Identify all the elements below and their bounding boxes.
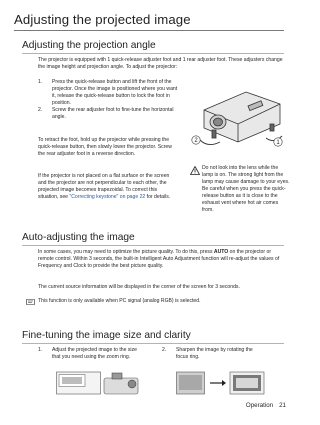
page-footer xyxy=(240,402,286,409)
section-heading-fine-tune: Fine-tuning the image size and clarity xyxy=(22,330,191,341)
keystone-link[interactable]: "Correcting keystone" on page 22 xyxy=(69,193,146,200)
warning-eyes: Do not look into the lens while the lamp is on. The strong light from the lamp may cause damage to your eyes. xyxy=(202,165,290,185)
figure-label-2: 2 xyxy=(194,138,198,144)
section-heading-auto-adjust: Auto-adjusting the image xyxy=(22,232,135,243)
angle-step-1: 1. Press the quick-release button and lift the front of the projector. Once the image is positioned where you want it, release the quick-release button to lock the foot in position. xyxy=(38,79,178,106)
fine-step-1-number: 1. xyxy=(38,347,43,353)
keystone-text: If the projector is not placed on a flat surface or the screen and the projector are not perpendicular to each other, the projected image becomes trapezoidal. To correct this situation, see "Correcting keystone" on page 22 for details. xyxy=(38,173,171,200)
auto-note: This function is only available when PC signal (analog RGB) is selected. xyxy=(38,298,201,304)
footer-section-label: Operation xyxy=(245,402,274,409)
auto-key: AUTO xyxy=(213,249,229,255)
title-divider xyxy=(14,30,284,31)
fine-step-2-text: Sharpen the image by rotating the focus ring. xyxy=(176,347,253,360)
page-number: 21 xyxy=(279,402,286,409)
note-icon xyxy=(26,299,35,305)
focus-illustration xyxy=(176,370,266,396)
projector-illustration xyxy=(186,78,286,154)
angle-intro: The projector is equipped with 1 quick-release adjuster foot and 1 rear adjuster foot. These adjusters change the image height and projection angle. To adjust the projector: xyxy=(38,57,283,70)
page-title: Adjusting the projected image xyxy=(14,12,191,27)
figure-label-1: 1 xyxy=(276,140,280,146)
section-divider xyxy=(22,343,284,344)
retract-text: To retract the foot, hold up the projector while pressing the quick-release button, then slowly lower the projector. Screw the rear adjuster foot in a reverse direction. xyxy=(38,137,172,157)
zoom-illustration xyxy=(56,370,146,396)
warning-vent: Be careful when you press the quick-release button as it is close to the exhaust vent where hot air comes from. xyxy=(202,186,286,213)
angle-steps xyxy=(38,79,178,120)
auto-paragraph: In some cases, you may need to optimize the picture quality. To do this, press AUTO on the projector or remote control. Within 3 seconds, the built-in Intelligent Auto Adjustment function will re-adjust the values of Frequency and Clock to provide the best picture quality. xyxy=(38,249,280,269)
auto-source-info: The current source information will be displayed in the corner of the screen for 3 seconds. xyxy=(38,284,240,290)
fine-step-2-number: 2. xyxy=(162,347,167,353)
angle-step-2: 2. Screw the rear adjuster foot to fine-tune the horizontal angle. xyxy=(38,106,174,120)
section-divider xyxy=(22,53,284,54)
section-divider xyxy=(22,245,284,246)
fine-step-1-text: Adjust the projected image to the size that you need using the zoom ring. xyxy=(52,347,137,360)
warning-icon xyxy=(190,166,200,175)
section-heading-projection-angle: Adjusting the projection angle xyxy=(22,40,156,51)
